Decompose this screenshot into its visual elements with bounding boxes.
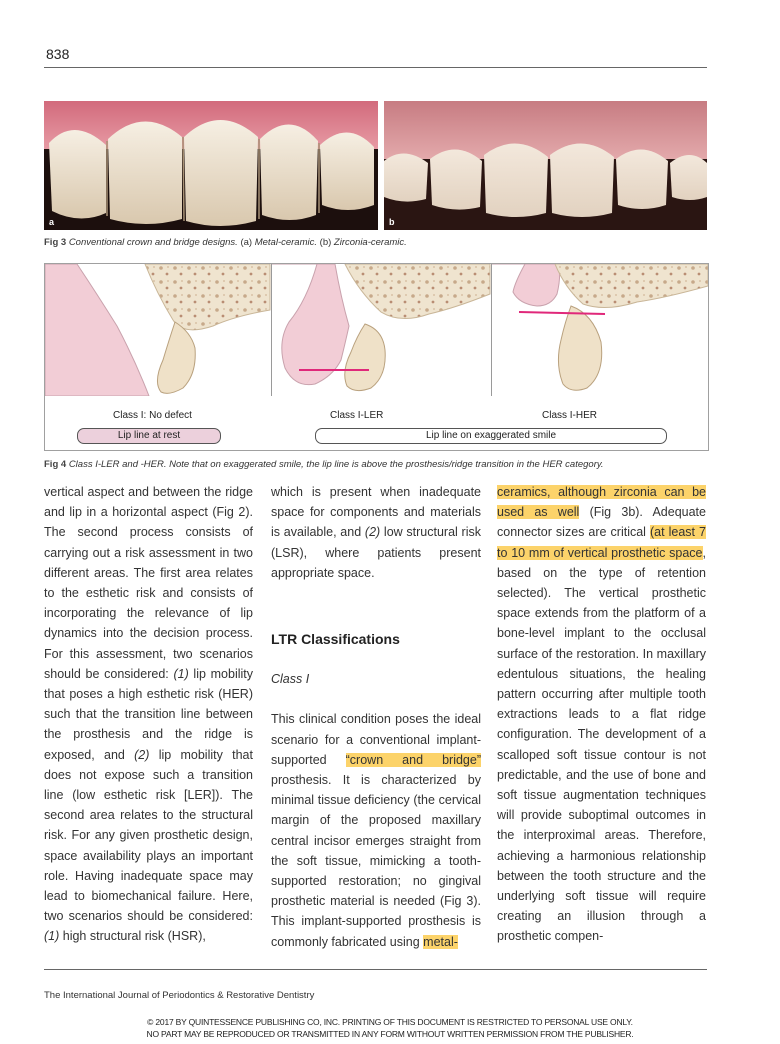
col3-paragraph xyxy=(497,482,706,947)
panel-class-i-ler xyxy=(272,264,490,391)
col1-enum-2: (2) xyxy=(134,747,150,762)
subsection-heading-class-i: Class I xyxy=(271,672,310,687)
col1-text-3: lip mobility that does not expose such a transition line (low esthetic risk [LER]). The second area relates to the structural risk. For any given prosthetic design, space availability plays an important role. Having inadequate space may lead to biomechanical failure. Here, two scenarios should be considered: xyxy=(44,747,253,924)
fig4-caption-number: Fig 4 xyxy=(44,459,67,470)
fig3-caption-b: Zirconia-ceramic. xyxy=(333,237,407,248)
fig3-caption-b-letter: (b) xyxy=(319,237,332,248)
fig3-caption-a-letter: (a) xyxy=(240,237,253,248)
col2-enum-2: (2) xyxy=(364,525,381,540)
body-column-3 xyxy=(497,482,706,947)
col1-enum-1: (1) xyxy=(173,666,189,681)
header-rule xyxy=(44,67,707,68)
col1-enum-3: (1) xyxy=(44,929,60,944)
col1-text-2: lip mobility that poses a high esthetic risk (HER) such that the transition line between the prosthesis and the ridge is exposed, and xyxy=(44,666,254,762)
col3-text-2: , based on the type of retention selected). The vertical prosthetic space extends from the platform of a bone-level implant to the occlusal surface of the restoration. In maxillary edentulous situations, the healing pattern occurring after multiple tooth extractions leads to a flat ridge configuration. The development of a scalloped soft tissue contour is not predictable, and the use of bone and soft tissue augmentation techniques will provide suboptimal outcomes in the interproximal areas. Therefore, achieving a harmonious relationship between the tooth structure and the underlying soft tissue will require creating an illusion through a prosthetic compen- xyxy=(497,545,706,944)
col1-text-4: high structural risk (HSR), xyxy=(59,929,206,944)
body-column-1 xyxy=(44,482,253,947)
fig3-caption xyxy=(44,237,407,248)
section-heading-ltr-classifications: LTR Classifications xyxy=(271,631,400,648)
col2-text-2a: This clinical condition poses the ideal scenario for a conventional implant-supported xyxy=(271,712,481,767)
fig3-photo-zirconia-ceramic xyxy=(384,101,707,230)
col2-paragraph-2 xyxy=(271,709,481,951)
fig3-caption-text: Conventional crown and bridge designs. xyxy=(68,237,238,248)
col1-paragraph xyxy=(44,482,253,947)
lip-line-exaggerated-label: Lip line on exaggerated smile xyxy=(315,428,667,444)
lip-line-at-rest-label: Lip line at rest xyxy=(77,428,221,444)
col2-paragraph-1 xyxy=(271,482,481,583)
fig4-divider-2 xyxy=(491,264,492,396)
class-label-ler: Class I-LER xyxy=(330,410,384,421)
body-column-2 xyxy=(271,482,481,952)
fig4-anatomy-illustration xyxy=(45,264,708,396)
fig4-divider-1 xyxy=(271,264,272,396)
col2-highlight-metal: metal- xyxy=(423,934,458,949)
fig4-caption-text: Class I-LER and -HER. Note that on exaggerated smile, the lip line is above the prosthesis/ridge transition in the HER category. xyxy=(68,459,604,470)
col3-text-1: (Fig 3b). Adequate connector sizes are critical xyxy=(497,505,706,540)
fig3-label-a: a xyxy=(49,217,55,227)
fig3-photo-metal-ceramic xyxy=(44,101,378,230)
metal-ceramic-teeth-illustration xyxy=(44,101,378,230)
col3-highlight-prosthetic-space: (at least 7 to 10 mm of vertical prosthetic space xyxy=(497,525,706,560)
fig4-diagram xyxy=(44,263,709,451)
panel-class-i-no-defect xyxy=(45,264,270,396)
fig3-caption-a: Metal-ceramic. xyxy=(254,237,318,248)
journal-name: The International Journal of Periodontics & Restorative Dentistry xyxy=(44,990,315,1001)
footer-rule xyxy=(44,969,707,970)
copyright-line-2: NO PART MAY BE REPRODUCED OR TRANSMITTED IN ANY FORM WITHOUT WRITTEN PERMISSION FROM THE PUBLISHER. xyxy=(146,1029,634,1039)
copyright-notice xyxy=(0,1016,780,1040)
col1-text-1: vertical aspect and between the ridge and lip in a horizontal aspect (Fig 2). The second process consists of carrying out a risk assessment in two different areas. The first area relates to the esthetic risk and consists of incorporating the relevance of lip dynamics into the decision process. For this assessment, two scenarios should be considered: xyxy=(44,485,253,681)
class-label-her: Class I-HER xyxy=(542,410,598,421)
fig3-caption-number: Fig 3 xyxy=(44,237,67,248)
page-number: 838 xyxy=(46,46,70,62)
copyright-line-1: © 2017 BY QUINTESSENCE PUBLISHING CO, INC. PRINTING OF THIS DOCUMENT IS RESTRICTED TO PERSONAL USE ONLY. xyxy=(147,1017,633,1027)
panel-class-i-her xyxy=(492,264,708,390)
fig3-label-b: b xyxy=(389,217,395,227)
col2-text-1a: which is present when inadequate space for components and materials is available, and xyxy=(271,485,481,540)
col2-text-1b: low structural risk (LSR), where patients present appropriate space. xyxy=(271,525,481,580)
fig4-caption xyxy=(44,459,604,470)
col2-highlight-crown-bridge: “crown and bridge” xyxy=(345,752,481,767)
class-label-no-defect: Class I: No defect xyxy=(113,410,192,421)
zirconia-ceramic-teeth-illustration xyxy=(384,101,707,230)
col3-highlight-zirconia: ceramics, although zirconia can be used as well xyxy=(497,485,706,520)
col2-text-2b: prosthesis. It is characterized by minimal tissue deficiency (the cervical margin of the proposed maxillary central incisor emerges straight from the soft tissue, mimicking a tooth-supported restoration; no gingival prosthetic material is needed (Fig 3). This implant-supported prosthesis is commonly fabricated using xyxy=(271,773,481,949)
